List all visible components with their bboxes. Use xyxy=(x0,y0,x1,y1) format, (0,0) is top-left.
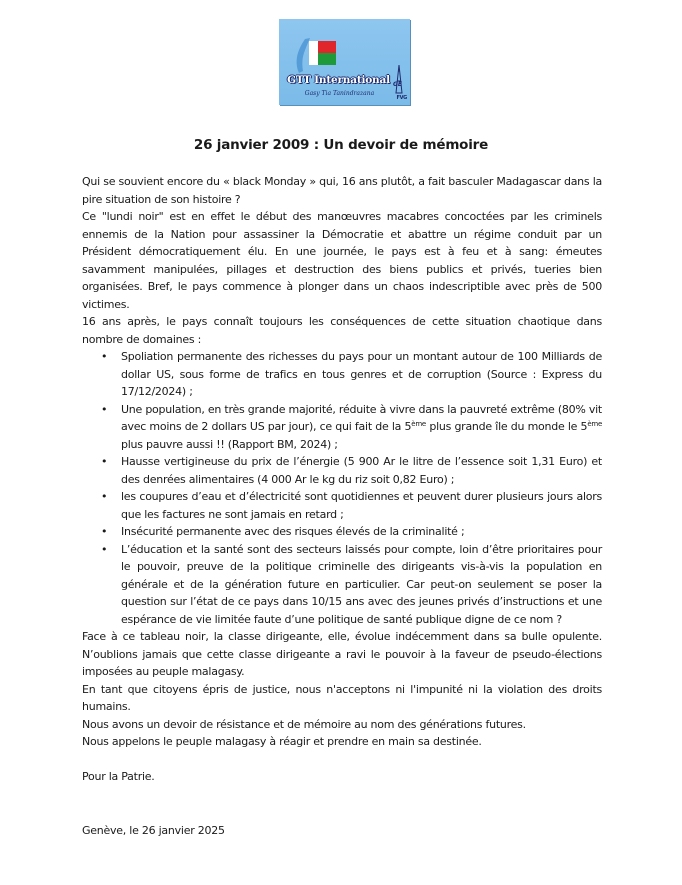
logo-ge: GE xyxy=(392,81,402,88)
pauvrete-sup-2: ème xyxy=(587,420,602,428)
paragraph-justice: En tant que citoyens épris de justice, nous n'acceptons ni l'impunité ni la violation des droits humains. xyxy=(82,682,602,713)
document-body xyxy=(82,173,602,839)
logo-name: GTT International xyxy=(287,74,390,86)
list-item-spoliation: • Spoliation permanente des richesses du pays pour un montant autour de 100 Milliards de dollar US, sous forme de trafics en tous genres et de corruption (Source : Express du 17/12/2024) ; xyxy=(82,348,602,401)
tower-icon xyxy=(396,65,402,93)
logo-subtitle: Gasy Tia Tanindrazana xyxy=(304,90,375,97)
organization-logo xyxy=(279,19,410,105)
spacer xyxy=(82,751,602,769)
logo-fvg: FVG xyxy=(396,95,407,101)
flag-white-band xyxy=(309,41,318,65)
consequences-list xyxy=(82,348,602,628)
flag-green-band xyxy=(318,53,336,65)
paragraph-classe-dirigeante: Face à ce tableau noir, la classe dirigeante, elle, évolue indécemment dans sa bulle opulente. N’oublions jamais que cette classe dirigeante a ravi le pouvoir à la faveur de pseudo-élections imposées au peuple malagasy. xyxy=(82,630,602,678)
list-item-insecurite: • Insécurité permanente avec des risques élevés de la criminalité ; xyxy=(82,523,602,541)
pauvrete-text-2: plus grande île du monde le 5 xyxy=(425,420,588,433)
list-item-pauvrete xyxy=(82,401,602,454)
list-item-education-sante: • L’éducation et la santé sont des secteurs laissés pour compte, loin d’être prioritaires pour le pouvoir, preuve de la politique criminelle des dirigeants vis-à-vis la population en générale et de la génération future en particulier. Car peut-on seulement se poser la question sur l’état de ce pays dans 10/15 ans avec des jeunes privés d’instructions et une espérance de vie limitée faute d’une politique de santé publique digne de ce nom ? xyxy=(82,541,602,629)
paragraph-lundi-noir: Ce "lundi noir" est en effet le début des manœuvres macabres concoctées par les criminels ennemis de la Nation pour assassiner la Démocratie et abattre un régime conduit par un Président démocratiquement élu. En une journée, le pays est à feu et à sang: émeutes savamment manipulées, pillages et destruction des biens publics et privés, tueries bien organisées. Bref, le pays commence à plonger dans un chaos indescriptible avec près de 500 victimes. xyxy=(82,210,602,311)
pauvrete-text-3: plus pauvre aussi !! (Rapport BM, 2024) ; xyxy=(121,437,338,451)
salutation: Pour la Patrie. xyxy=(82,770,155,783)
paragraph-intro: Qui se souvient encore du « black Monday » qui, 16 ans plutôt, a fait basculer Madagascar dans la pire situation de son histoire ? xyxy=(82,175,602,206)
paragraph-devoir: Nous avons un devoir de résistance et de mémoire au nom des générations futures. xyxy=(82,717,526,731)
flag-red-band xyxy=(318,41,336,53)
madagascar-island-shape xyxy=(297,38,310,73)
pauvrete-sup-1: ème xyxy=(411,420,426,428)
signature-place-date: Genève, le 26 janvier 2025 xyxy=(82,823,225,837)
paragraph-appel: Nous appelons le peuple malagasy à réagir et prendre en main sa destinée. xyxy=(82,735,482,748)
list-item-energie: • Hausse vertigineuse du prix de l’énergie (5 900 Ar le litre de l’essence soit 1,31 Euro) et des denrées alimentaires (4 000 Ar le kg du riz soit 0,82 Euro) ; xyxy=(82,453,602,488)
spacer xyxy=(82,786,602,822)
list-item-coupures: • les coupures d’eau et d’électricité sont quotidiennes et peuvent durer plusieurs jours alors que les factures ne sont jamais en retard ; xyxy=(82,488,602,523)
document-title: 26 janvier 2009 : Un devoir de mémoire xyxy=(193,137,489,153)
paragraph-consequences: 16 ans après, le pays connaît toujours les conséquences de cette situation chaotique dans nombre de domaines : xyxy=(82,315,602,346)
pauvrete-text-1: Une population, en très grande majorité, réduite à vivre dans la pauvreté extrême (80% vit avec moins de 2 dollars US par jour), ce qui fait de la 5 xyxy=(121,402,602,433)
